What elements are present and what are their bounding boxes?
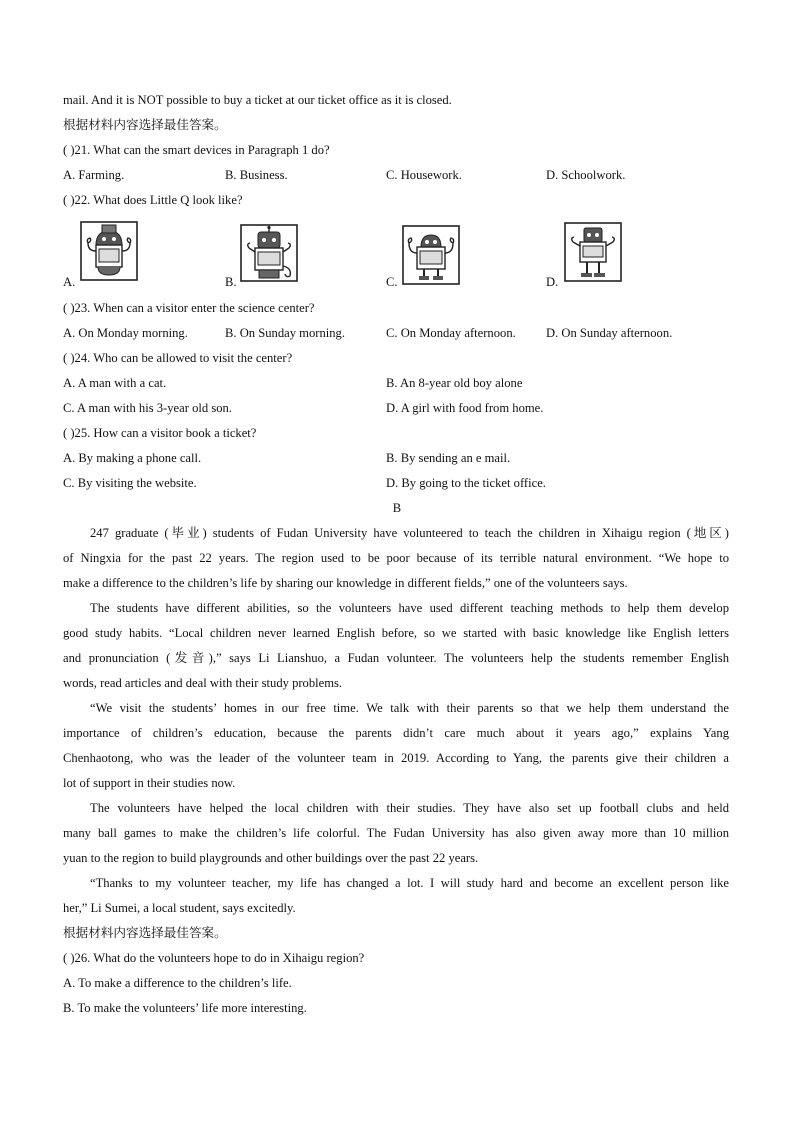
- instruction-text: 根据材料内容选择最佳答案。: [63, 925, 227, 940]
- passage-line: words, read articles and deal with their study problems.: [63, 676, 343, 690]
- instruction-text: 根据材料内容选择最佳答案。: [63, 117, 227, 132]
- q25-option-c[interactable]: C. By visiting the website.: [63, 476, 197, 490]
- q23-option-a[interactable]: A. On Monday morning.: [63, 326, 188, 340]
- question-26-prompt: ( )26. What do the volunteers hope to do in Xihaigu region?: [63, 951, 365, 965]
- q26-option-a[interactable]: A. To make a difference to the children’s life.: [63, 976, 292, 990]
- q22-option-b[interactable]: B.: [225, 275, 237, 289]
- q26-option-b[interactable]: B. To make the volunteers’ life more interesting.: [63, 1001, 307, 1015]
- section-heading: B: [392, 501, 402, 515]
- passage-line: yuan to the region to build playgrounds and other buildings over the past 22 years.: [63, 851, 479, 865]
- passage-line: Chenhaotong, who was the leader of the volunteer team in 2019. According to Yang, the parents give their children a: [63, 751, 729, 765]
- passage-line: The students have different abilities, so the volunteers have used different teaching methods to help them develop: [90, 601, 729, 615]
- robot-b-icon[interactable]: [240, 224, 298, 282]
- passage-line: lot of support in their studies now.: [63, 776, 236, 790]
- passage-line: 247 graduate (毕业) students of Fudan University have volunteered to teach the children in Xihaigu region (地区): [90, 526, 729, 540]
- question-25-prompt: ( )25. How can a visitor book a ticket?: [63, 426, 257, 440]
- q23-option-b[interactable]: B. On Sunday morning.: [225, 326, 345, 340]
- q24-option-d[interactable]: D. A girl with food from home.: [386, 401, 544, 415]
- q24-option-c[interactable]: C. A man with his 3-year old son.: [63, 401, 232, 415]
- passage-line: many ball games to make the children’s life colorful. The Fudan University has also given away more than 10 million: [63, 826, 729, 840]
- robot-c-icon[interactable]: [402, 225, 460, 285]
- passage-line: make a difference to the children’s life by sharing our knowledge in different fields,” one of the volunteers says.: [63, 576, 628, 590]
- continued-text-line: mail. And it is NOT possible to buy a ticket at our ticket office as it is closed.: [63, 93, 452, 107]
- question-23-prompt: ( )23. When can a visitor enter the science center?: [63, 301, 315, 315]
- passage-line: The volunteers have helped the local children with their studies. They have also set up football clubs and held: [90, 801, 729, 815]
- passage-line: “We visit the students’ homes in our free time. We talk with their parents so that we help them understand the: [90, 701, 729, 715]
- q22-option-c[interactable]: C.: [386, 275, 398, 289]
- passage-line: and pronunciation (发音),” says Li Lianshuo, a Fudan volunteer. The volunteers help the students remember English: [63, 651, 729, 665]
- passage-line: her,” Li Sumei, a local student, says excitedly.: [63, 901, 296, 915]
- robot-a-icon[interactable]: [80, 221, 138, 281]
- question-22-prompt: ( )22. What does Little Q look like?: [63, 193, 243, 207]
- question-24-prompt: ( )24. Who can be allowed to visit the center?: [63, 351, 293, 365]
- q22-option-a[interactable]: A.: [63, 275, 76, 289]
- passage-line: good study habits. “Local children never learned English before, so we started with basic knowledge like English letters: [63, 626, 729, 640]
- q21-option-d[interactable]: D. Schoolwork.: [546, 168, 626, 182]
- question-21-prompt: ( )21. What can the smart devices in Paragraph 1 do?: [63, 143, 330, 157]
- q24-option-b[interactable]: B. An 8-year old boy alone: [386, 376, 523, 390]
- q22-option-d[interactable]: D.: [546, 275, 559, 289]
- q21-option-c[interactable]: C. Housework.: [386, 168, 462, 182]
- q21-option-b[interactable]: B. Business.: [225, 168, 288, 182]
- q21-option-a[interactable]: A. Farming.: [63, 168, 125, 182]
- passage-line: importance of children’s education, because the parents didn’t care much about it years ago,” explains Yang: [63, 726, 729, 740]
- passage-line: “Thanks to my volunteer teacher, my life has changed a lot. I will study hard and become an excellent person like: [90, 876, 729, 890]
- robot-d-icon[interactable]: [564, 222, 622, 282]
- q25-option-d[interactable]: D. By going to the ticket office.: [386, 476, 546, 490]
- q23-option-d[interactable]: D. On Sunday afternoon.: [546, 326, 673, 340]
- q25-option-b[interactable]: B. By sending an e mail.: [386, 451, 511, 465]
- q23-option-c[interactable]: C. On Monday afternoon.: [386, 326, 516, 340]
- passage-line: of Ningxia for the past 22 years. The region used to be poor because of its terrible natural environment. “We hope to: [63, 551, 729, 565]
- q25-option-a[interactable]: A. By making a phone call.: [63, 451, 202, 465]
- q24-option-a[interactable]: A. A man with a cat.: [63, 376, 167, 390]
